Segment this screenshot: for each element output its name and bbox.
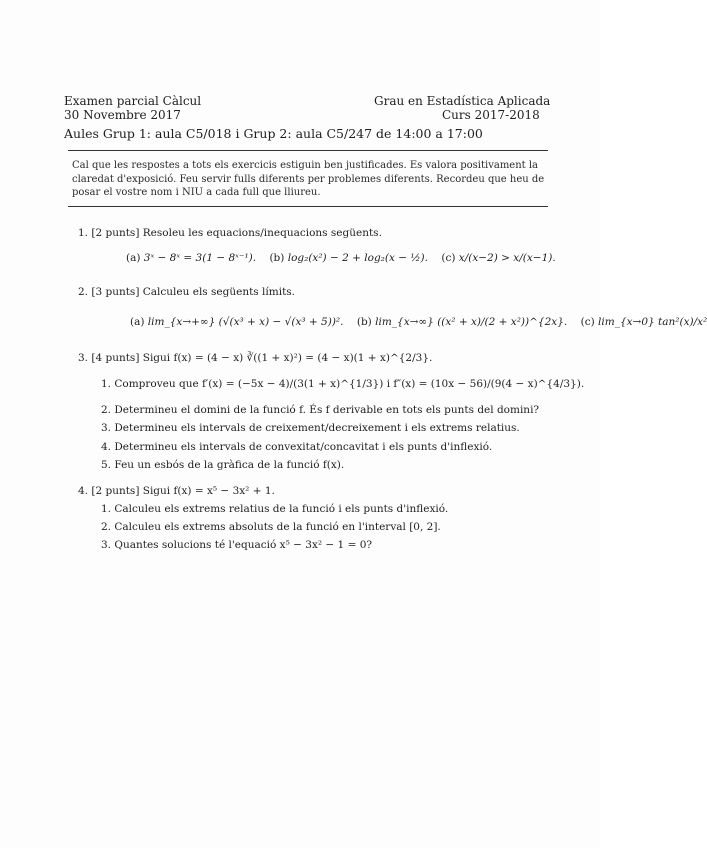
problem-2a-label: (a) <box>130 316 145 328</box>
problem-4-heading: 4. [2 punts] Sigui f(x) = x⁵ − 3x² + 1. <box>78 485 275 497</box>
problem-1b-label: (b) <box>269 252 285 264</box>
exam-title: Examen parcial Càlcul <box>64 94 202 108</box>
problem-3-item-5: 5. Feu un esbós de la gràfica de la funció f(x). <box>101 459 345 471</box>
course-year: Curs 2017-2018 <box>442 108 540 122</box>
problem-1c-expr: x/(x−2) > x/(x−1). <box>458 252 556 264</box>
problem-2a-expr: lim_{x→+∞} (√(x³ + x) − √(x³ + 5))². <box>147 316 344 328</box>
problem-3-heading: 3. [4 punts] Sigui f(x) = (4 − x) ∛((1 + x)²) = (4 − x)(1 + x)^{2/3}. <box>78 352 433 364</box>
rooms-line: Aules Grup 1: aula C5/018 i Grup 2: aula C5/247 de 14:00 a 17:00 <box>64 126 483 141</box>
problem-1-parts <box>126 252 556 264</box>
intro-top-rule <box>68 150 548 151</box>
problem-1a-expr: 3ˣ − 8ˣ = 3(1 − 8ˣ⁻¹). <box>143 252 257 264</box>
problem-3-item-4: 4. Determineu els intervals de convexitat/concavitat i els punts d'inflexió. <box>101 441 493 453</box>
intro-text: Cal que les respostes a tots els exercicis estiguin ben justificades. Es valora positivament la claredat d'exposició. Feu servir fulls diferents per problemes diferents. Recordeu que heu de posar el vostre nom i NIU a cada full que lliureu. <box>72 160 545 198</box>
intro-bottom-rule <box>68 206 548 207</box>
problem-1b-expr: log₂(x²) − 2 + log₂(x − ½). <box>287 252 428 264</box>
problem-3-item-2: 2. Determineu el domini de la funció f. És f derivable en tots els punts del domini? <box>101 404 540 416</box>
problem-1c-label: (c) <box>441 252 456 264</box>
problem-4-item-2: 2. Calculeu els extrems absoluts de la funció en l'interval [0, 2]. <box>101 521 441 533</box>
problem-2-parts <box>130 316 707 328</box>
degree-title: Grau en Estadística Aplicada <box>374 94 551 108</box>
problem-2b-expr: lim_{x→∞} ((x² + x)/(2 + x²))^{2x}. <box>375 316 568 328</box>
problem-2-heading: 2. [3 punts] Calculeu els següents límits. <box>78 286 296 298</box>
exam-date: 30 Novembre 2017 <box>64 108 181 122</box>
problem-1-heading: 1. [2 punts] Resoleu les equacions/inequacions següents. <box>78 227 382 239</box>
problem-2c-label: (c) <box>580 316 595 328</box>
problem-2c-expr: lim_{x→0} tan²(x)/x² <box>598 316 707 328</box>
problem-2b-label: (b) <box>356 316 372 328</box>
problem-3-item-1: 1. Comproveu que f′(x) = (−5x − 4)/(3(1 + x)^{1/3}) i f″(x) = (10x − 56)/(9(4 − x)^{4/3}). <box>101 378 585 390</box>
problem-1a-label: (a) <box>126 252 141 264</box>
problem-3-item-3: 3. Determineu els intervals de creixement/decreixement i els extrems relatius. <box>101 422 520 434</box>
problem-4-item-3: 3. Quantes solucions té l'equació x⁵ − 3x² − 1 = 0? <box>101 539 373 551</box>
problem-4-item-1: 1. Calculeu els extrems relatius de la funció i els punts d'inflexió. <box>101 503 449 515</box>
